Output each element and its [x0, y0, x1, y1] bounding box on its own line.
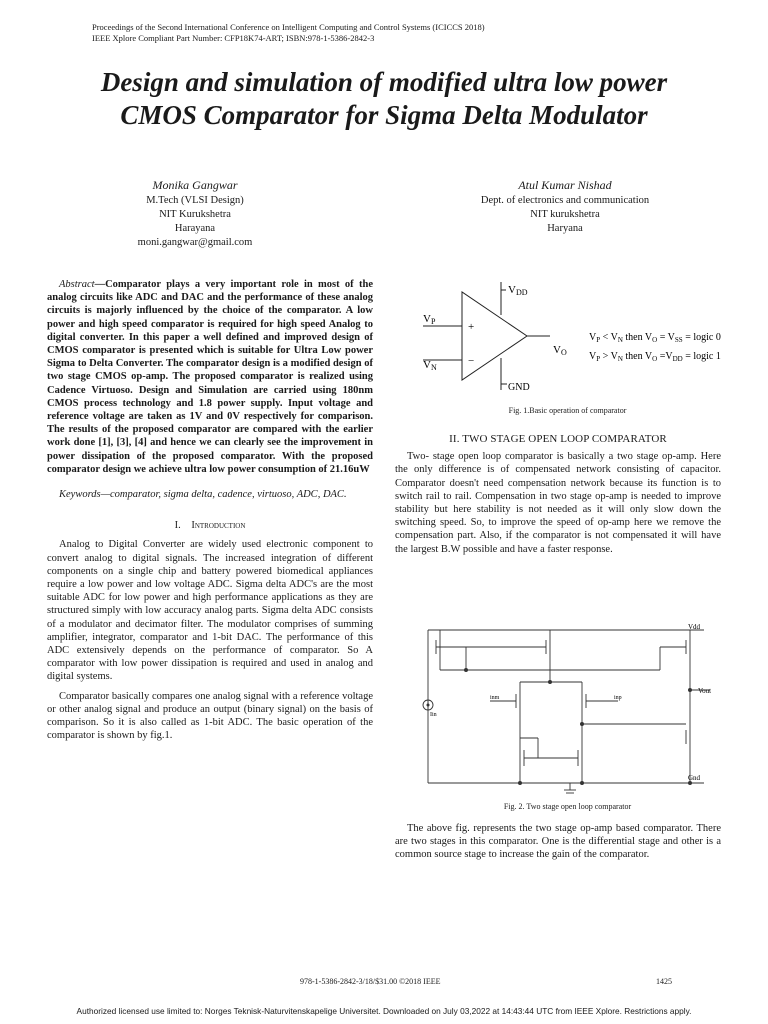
section-number: I. [174, 520, 181, 532]
keywords: Keywords—comparator, sigma delta, cadence, virtuoso, ADC, DAC. [59, 489, 347, 501]
abstract-label: Abstract [59, 279, 95, 290]
figure-1-comparator-symbol [395, 280, 740, 395]
vout-label: Vout [698, 687, 712, 695]
equation-logic-1: $V_P > V_N$ then $V_O =V_{DD}$ = logic 1 [589, 351, 721, 363]
proceedings-line: Proceedings of the Second International Conference on Intelligent Computing and Control Systems (ICICCS 2018) [92, 22, 485, 32]
author-affiliation: M.Tech (VLSI Design) [146, 195, 244, 206]
section-heading-two-stage: II. TWO STAGE OPEN LOOP COMPARATOR [449, 433, 667, 445]
inm-label: inm [490, 695, 500, 701]
section-title: Introduction [191, 520, 246, 532]
figure-2-caption: Fig. 2. Two stage open loop comparator [503, 802, 632, 811]
after-figure-2-paragraph: The above fig. represents the two stage op-amp based comparator. There are two stages in this comparator. One is the differential stage and other is a common source stage to increase the gain of the comparator. [395, 823, 721, 861]
vdd-label: Vdd [688, 623, 701, 631]
title-line-1: Design and simulation of modified ultra low power [100, 67, 668, 97]
gnd-label: Gnd [688, 774, 701, 782]
page-number: 1425 [656, 977, 672, 986]
abstract-text: Comparator plays a very important role in most of the analog circuits like ADC and DAC and the performance of these analog circuits is majorly influenced by the choice of the comparator. A low power and high speed comparator is required for high speed Analog to digital converter. In this paper a well defined and improved design of CMOS comparator is presented which is suitable for Ultra Low power Sigma to Delta Converter. The comparator design is a modified design of two stage CMOS op-amp. The proposed comparator is realized using Cadence Virtuoso. Design and Simulation are carried using 180nm CMOS process technology and 1.8 power supply. Input voltage and reference voltage are taken as 1V and 0V respectively for comparison. The results of the proposed comparator are compared with the earlier work done [1], [3], [4] and hence we can clearly see the improvement in power dissipation of the proposed comparator. With the proposed comparator design we achieve ultra low power consumption of 21.16uW [47, 279, 373, 475]
author-state: Harayana [174, 223, 216, 234]
figure-1-caption: Fig. 1.Basic operation of comparator [508, 406, 627, 415]
isbn-line: IEEE Xplore Compliant Part Number: CFP18K74-ART; ISBN:978-1-5386-2842-3 [92, 33, 375, 43]
left-column [47, 278, 373, 743]
paper-title [20, 66, 748, 132]
right-column-section-2 [395, 433, 721, 556]
author-institution: NIT kurukshetra [530, 209, 600, 220]
inp-label: inp [614, 695, 622, 701]
minus-sign: − [468, 355, 475, 367]
vdd-label: VDD [508, 284, 528, 297]
authorized-use-notice: Authorized licensed use limited to: Norges Teknisk-Naturvitenskapelige Universitet. Downloaded on July 03,2022 at 14:43:44 UTC from IEEE Xplore. Restrictions apply. [76, 1006, 692, 1016]
section-2-paragraph: Two- stage open loop comparator is basically a two stage op-amp. Here the only difference is of compensated network consisting of capacitor. Comparator doesn't need compensation network because its function is to switch rail to rail. Compensation in two stage op-amp is needed to improve stability but here stability is not needed as it will only slow down the switching speed. So, to improve the speed of op-amp here we remove the compensation part. Also, if the comparator is not compensated it will have the largest B.W possible and have a faster response. [395, 451, 721, 555]
author-state: Haryana [547, 223, 583, 234]
author-block-2 [455, 176, 675, 236]
plus-sign: + [468, 321, 475, 333]
iin-label: Iin [430, 712, 437, 718]
author-name: Atul Kumar Nishad [518, 178, 612, 192]
footer-isbn: 978-1-5386-2842-3/18/$31.00 ©2018 IEEE [300, 977, 441, 986]
author-email: moni.gangwar@gmail.com [137, 237, 253, 248]
gnd-label: GND [508, 382, 530, 393]
author-institution: NIT Kurukshetra [159, 209, 231, 220]
intro-paragraph-1: Analog to Digital Converter are widely used electronic component to convert analog to digital signals. The increased integration of different components on a single chip and battery powered biomedical appliances require a low power and low voltage ADC. Sigma delta ADC's are the most suitable ADC for low power and high performance applications as they are structured simply with low accuracy analog parts. Sigma delta ADC consists of a modulator and decimator filter. The modulator comprises of summing amplifier, integrator, comparator and 1-bit DAC. The performance of this ADC extensively depends on the performance of comparator. So A comparator with low power dissipation is required and used in analog and digital systems. [47, 539, 373, 683]
vp-label: VP [423, 313, 436, 326]
author-department: Dept. of electronics and communication [480, 195, 650, 206]
abstract-dash: — [94, 279, 106, 290]
author-name: Monika Gangwar [152, 178, 238, 192]
equation-logic-0: $V_P < V_N$ then $V_O = V_{SS}$ = logic 0 [589, 332, 721, 344]
section-heading-introduction [47, 519, 373, 532]
author-block-1 [95, 176, 295, 250]
intro-paragraph-2: Comparator basically compares one analog signal with a reference voltage or other analog signal and produce an output (binary signal) on the basis of comparison. So it is also called as 1-bit ADC. The basic operation of the comparator is shown by fig.1. [47, 690, 373, 742]
right-column-after-fig2 [395, 822, 721, 862]
abstract [47, 278, 373, 476]
title-line-2: CMOS Comparator for Sigma Delta Modulator [120, 100, 648, 130]
vo-label: VO [553, 344, 567, 357]
vn-label: VN [423, 359, 437, 372]
figure-2-schematic [400, 620, 720, 795]
